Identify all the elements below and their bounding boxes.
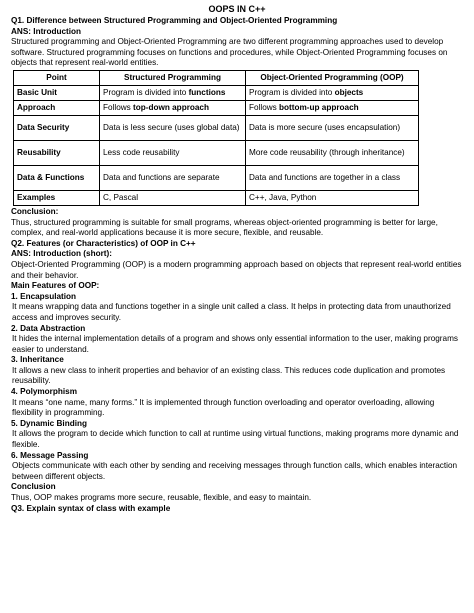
q2-features-label: Main Features of OOP:: [11, 281, 100, 291]
feature-title: 4. Polymorphism: [11, 387, 77, 397]
q1-answer-label: ANS: Introduction: [11, 26, 82, 36]
q1-intro: Structured programming and Object-Oriented Programming are two different programming approaches used to develop software. Structured programming focuses on functions and procedures, while Object-Oriented Programming focuses on objects that represent real-world entities.: [11, 37, 448, 68]
feature-title: 6. Message Passing: [11, 450, 89, 460]
feature-text: It allows a new class to inherit properties and behavior of an existing class. This reduces code duplication and promotes reusability.: [12, 365, 446, 386]
table-cell-oop: C++, Java, Python: [246, 190, 419, 205]
feature-title: 5. Dynamic Binding: [11, 418, 87, 428]
table-cell-oop: [246, 85, 419, 100]
table-row: [14, 85, 419, 100]
table-cell-structured: C, Pascal: [100, 190, 246, 205]
comparison-table: [13, 70, 419, 206]
table-cell-oop: [246, 100, 419, 115]
q1-heading: Q1. Difference between Structured Programming and Object-Oriented Programming: [11, 16, 338, 25]
q2-conclusion-label: Conclusion: [11, 482, 56, 492]
cell-text: Program is divided into: [249, 87, 335, 97]
feature-text: Objects communicate with each other by sending and receiving messages through function calls, which enables interaction between different objects.: [12, 461, 458, 481]
q2-conclusion: Thus, OOP makes programs more secure, reusable, flexible, and easy to maintain.: [11, 493, 312, 502]
table-cell-point: Data & Functions: [14, 165, 100, 190]
table-row: [14, 190, 419, 205]
table-cell-structured: Data and functions are separate: [100, 165, 246, 190]
q2-answer-label: ANS: Introduction (short):: [11, 249, 112, 259]
table-cell-point: Reusability: [14, 140, 100, 165]
q2-heading: Q2. Features (or Characteristics) of OOP in C++: [11, 238, 196, 248]
document-title: OOPS IN C++: [208, 4, 266, 14]
table-row: [14, 100, 419, 115]
feature-text: It means “one name, many forms.” It is implemented through function overloading and operator overloading, allowing flexibility in programming.: [12, 397, 435, 418]
q2-intro: Object-Oriented Programming (OOP) is a modern programming approach based on objects that represent real-world entities and their behavior.: [11, 259, 462, 280]
table-cell-oop: More code reusability (through inheritance): [246, 140, 419, 165]
q1-conclusion-label: Conclusion:: [11, 206, 59, 216]
table-cell-oop: Data and functions are together in a class: [246, 165, 419, 190]
table-cell-point: Approach: [14, 100, 100, 115]
table-header-cell: Object-Oriented Programming (OOP): [246, 70, 419, 85]
feature-text: It allows the program to decide which function to call at runtime using virtual functions, making programs more dynamic and flexible.: [12, 429, 459, 450]
q3-heading: Q3. Explain syntax of class with example: [11, 503, 171, 513]
cell-bold-text: bottom-up approach: [279, 102, 359, 112]
feature-title: 2. Data Abstraction: [11, 323, 86, 333]
table-header-row: [14, 70, 419, 85]
feature-title: 3. Inheritance: [11, 355, 64, 365]
q1-conclusion: Thus, structured programming is suitable for small programs, whereas object-oriented programming is better for large, complex, and real-world applications because it is more secure, flexible, and reusable.: [11, 217, 438, 238]
cell-bold-text: functions: [188, 87, 226, 97]
table-cell-structured: [100, 100, 246, 115]
table-cell-structured: Less code reusability: [100, 140, 246, 165]
table-row: [14, 115, 419, 140]
feature-text: It hides the internal implementation details of a program and shows only essential information to the user, making programs easier to understand.: [12, 334, 458, 354]
table-header-cell: Structured Programming: [100, 70, 246, 85]
feature-title: 1. Encapsulation: [11, 291, 77, 301]
cell-text: Follows: [103, 102, 134, 112]
cell-bold-text: top-down approach: [133, 102, 209, 112]
table-cell-point: Basic Unit: [14, 85, 100, 100]
table-cell-oop: Data is more secure (uses encapsulation): [246, 115, 419, 140]
table-cell-point: Data Security: [14, 115, 100, 140]
table-header-cell: Point: [14, 70, 100, 85]
table-row: [14, 140, 419, 165]
table-row: [14, 165, 419, 190]
cell-text: Follows: [249, 102, 280, 112]
cell-text: Program is divided into: [103, 87, 189, 97]
table-cell-structured: Data is less secure (uses global data): [100, 115, 246, 140]
feature-text: It means wrapping data and functions together in a single unit called a class. It helps in protecting data from unauthorized access and improves security.: [12, 302, 451, 322]
cell-bold-text: objects: [334, 87, 364, 97]
table-cell-structured: [100, 85, 246, 100]
table-cell-point: Examples: [14, 190, 100, 205]
